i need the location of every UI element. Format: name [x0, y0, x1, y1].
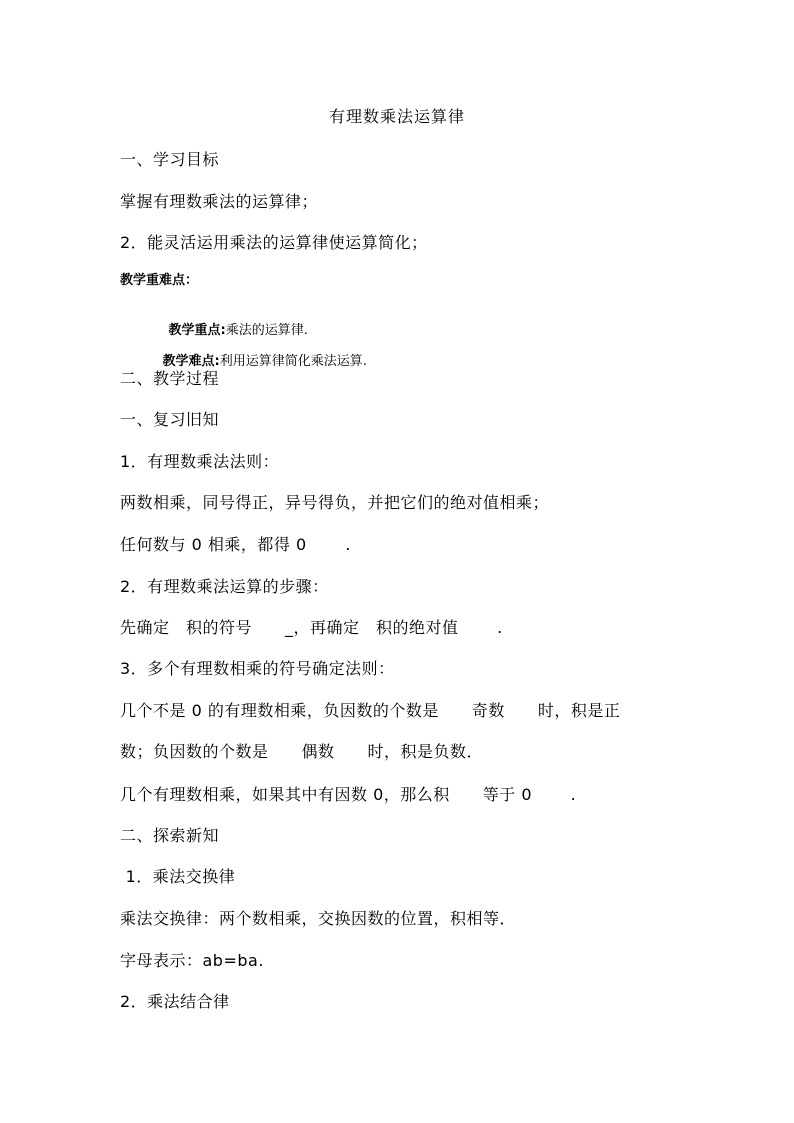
sign-rule-heading: 3．多个有理数相乘的符号确定法则：: [120, 659, 395, 678]
difficulty-text: 利用运算律简化乘法运算.: [219, 354, 367, 369]
goal-item-2: 2．能灵活运用乘法的运算律使运算简化；: [120, 233, 428, 252]
commutative-definition: 乘法交换律：两个数相乘，交换因数的位置，积相等．: [120, 909, 517, 928]
goal-item-1: 掌握有理数乘法的运算律；: [120, 192, 319, 211]
explore-heading: 二、探索新知: [120, 826, 220, 845]
section-heading-teaching-process: 二、教学过程: [120, 369, 220, 388]
sign-rule-line-2: 数；负因数的个数是 偶数 时，积是负数．: [120, 742, 484, 761]
section-heading-learning-goals: 一、学习目标: [120, 150, 220, 169]
steps-line: 先确定 积的符号 _，再确定 积的绝对值 .: [120, 618, 503, 637]
document-title: 有理数乘法运算律: [328, 107, 465, 126]
review-heading: 一、复习旧知: [120, 410, 220, 429]
commutative-heading: 1．乘法交换律: [120, 867, 236, 886]
key-point-text: 乘法的运算律.: [225, 323, 308, 338]
sign-rule-line-1: 几个不是 0 的有理数相乘，负因数的个数是 奇数 时，积是正: [120, 701, 621, 720]
sign-rule-line-3: 几个有理数相乘，如果其中有因数 0，那么积 等于 0 .: [120, 785, 577, 804]
key-point-label: 教学重点:: [168, 323, 226, 338]
key-difficulty-heading: 教学重难点：: [120, 273, 199, 288]
steps-heading: 2．有理数乘法运算的步骤：: [120, 577, 329, 596]
rule-line-2: 任何数与 0 相乘，都得 0 .: [120, 535, 351, 554]
rule-heading: 1．有理数乘法法则：: [120, 452, 280, 471]
difficulty-label: 教学难点:: [162, 354, 220, 369]
commutative-formula: 字母表示：ab=ba.: [120, 951, 264, 970]
rule-line-1: 两数相乘，同号得正，异号得负，并把它们的绝对值相乘；: [120, 493, 550, 512]
associative-heading: 2．乘法结合律: [120, 992, 230, 1011]
